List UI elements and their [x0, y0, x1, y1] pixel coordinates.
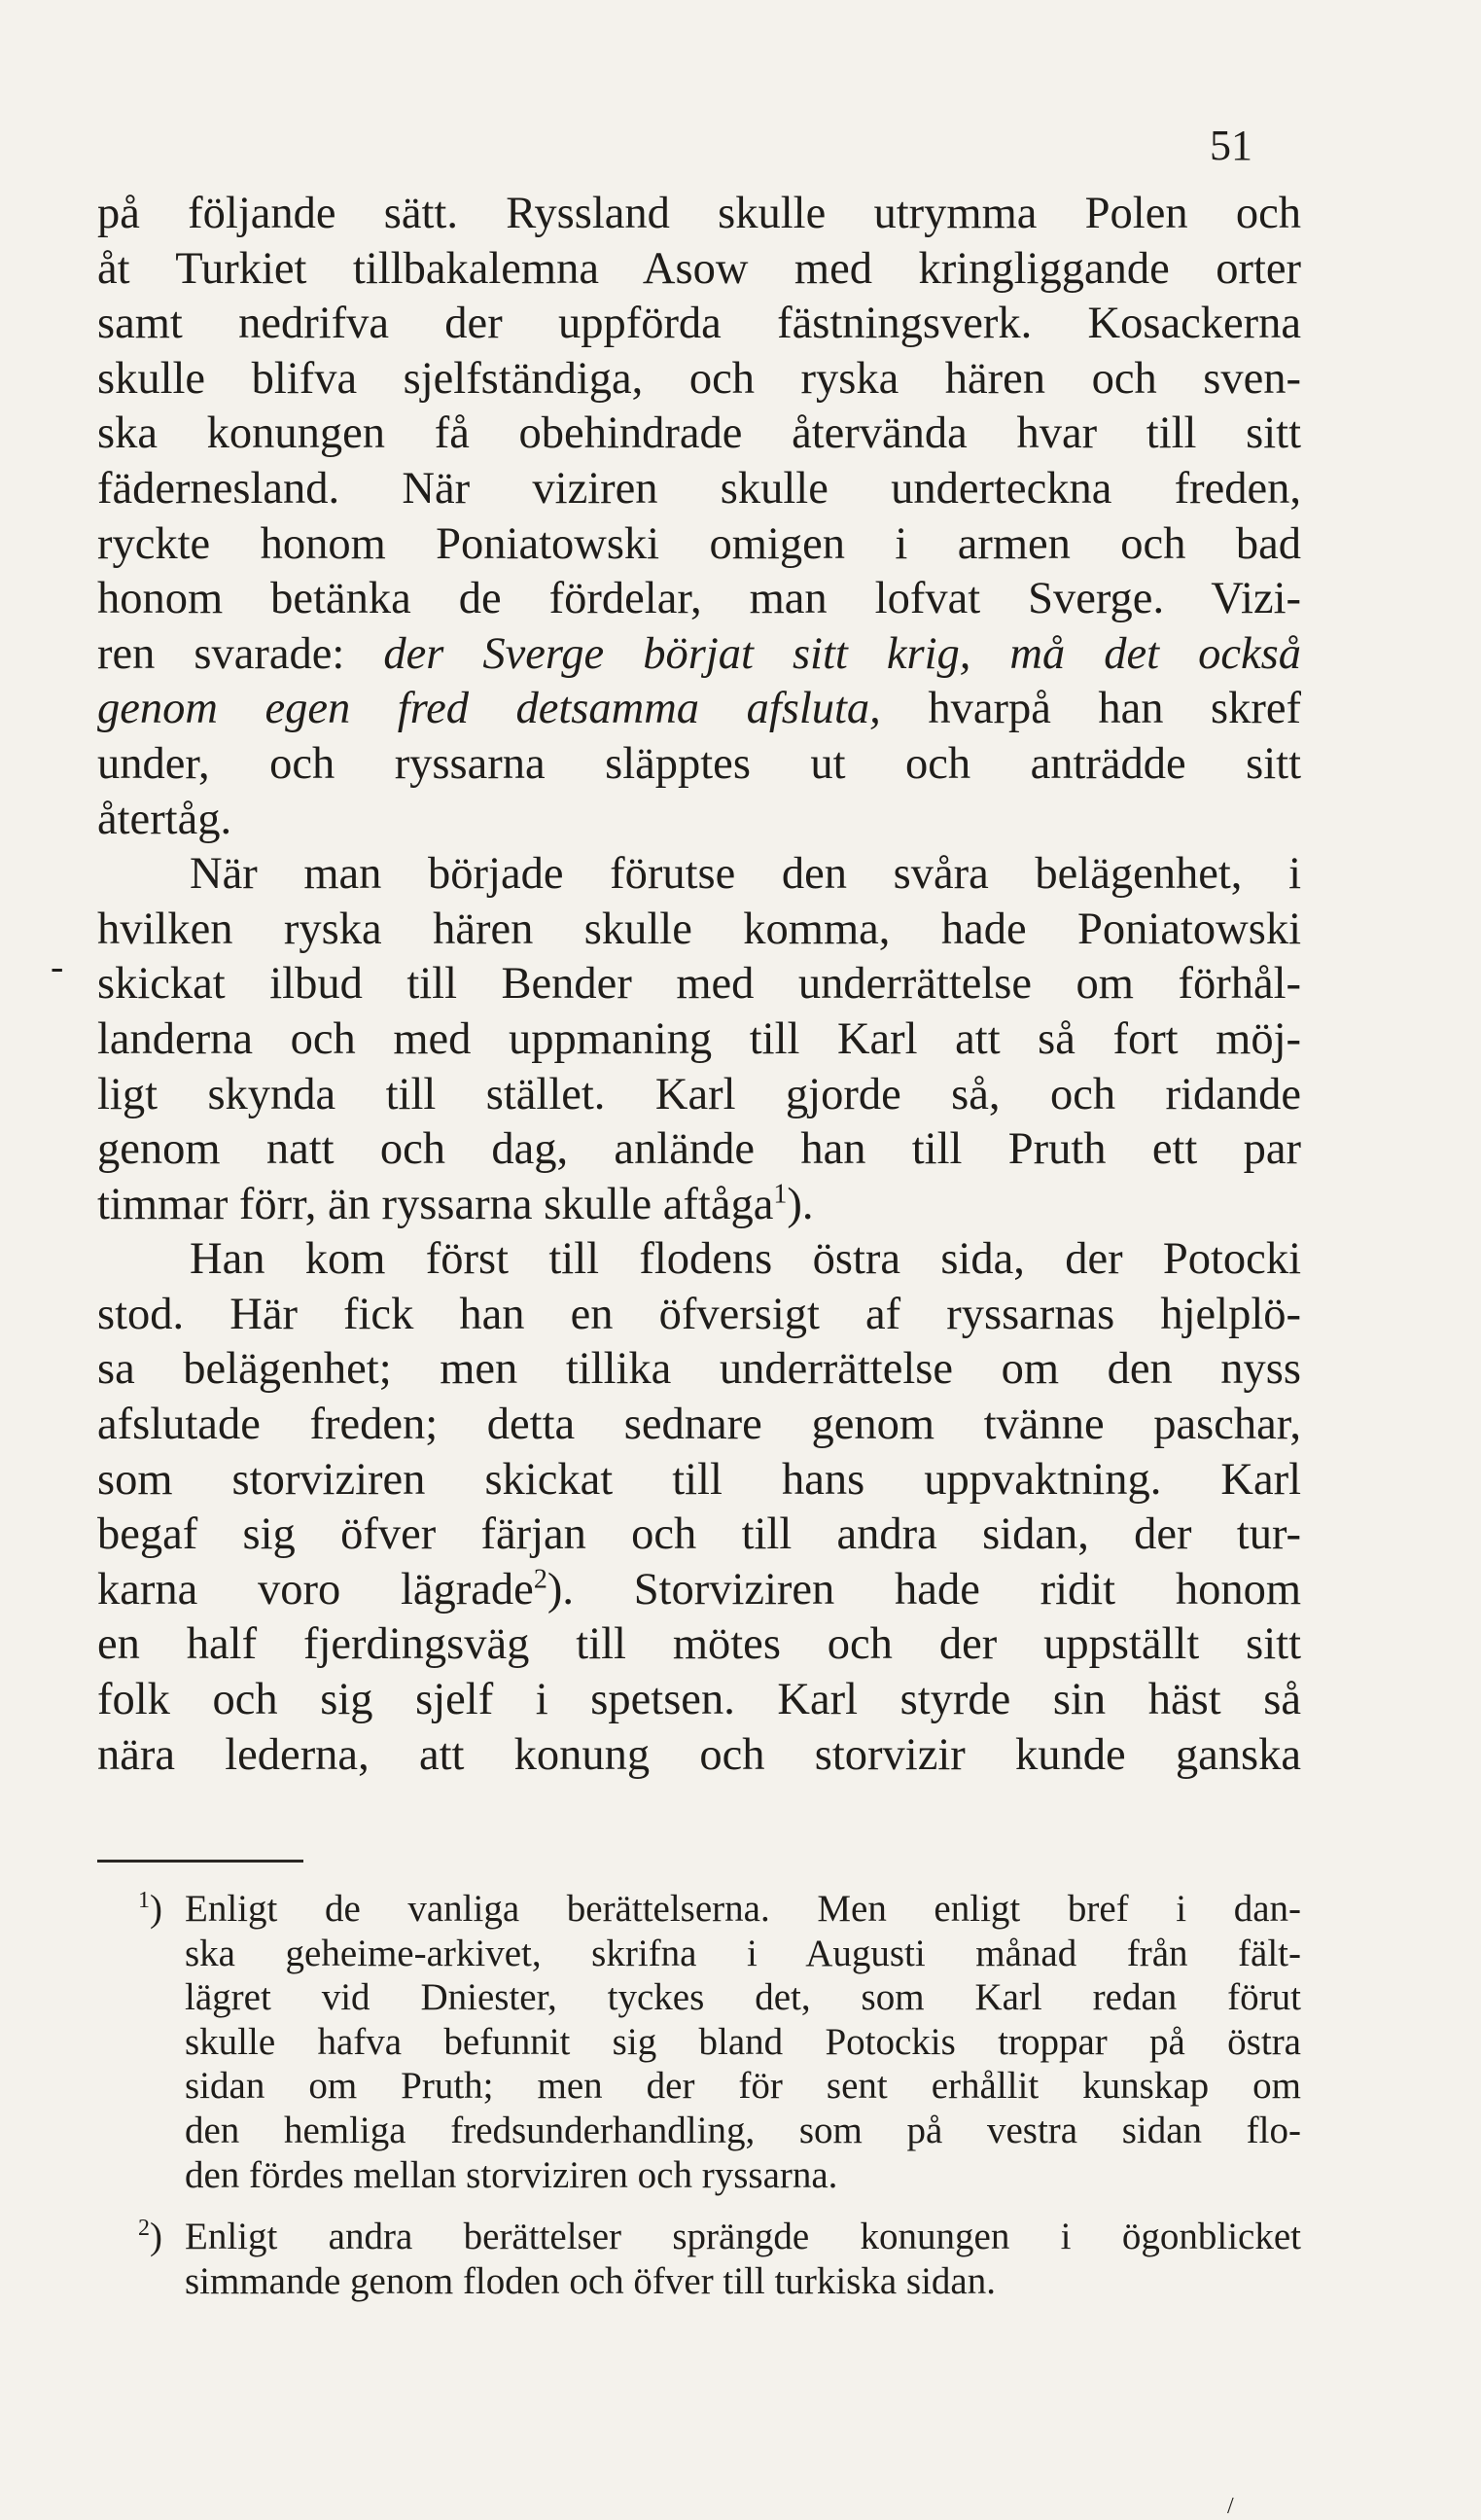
text-segment: afslutade freden; detta sednare genom tvänne paschar, [97, 1400, 1301, 1450]
text-line [97, 1728, 1301, 1784]
text-line [97, 572, 1301, 627]
text-segment: stod. Här fick han en öfversigt af ryssarnas hjelplö- [97, 1289, 1301, 1339]
footnote-line: Enligt andra berättelser sprängde konungen i ögonblicket [185, 2216, 1301, 2258]
body-text [97, 187, 1301, 1783]
footnote-number: 2 [138, 2216, 150, 2242]
margin-mark: - [51, 944, 64, 988]
text-segment: ren svarade: [97, 628, 384, 679]
text-segment: landerna och med uppmaning till Karl att så fort möj- [97, 1013, 1301, 1064]
text-line [97, 1232, 1301, 1288]
text-segment: en half fjerdingsväg till mötes och der uppställt sitt [97, 1619, 1301, 1670]
text-segment: ). [787, 1179, 814, 1229]
text-segment: När man började förutse den svåra belägenhet, i [190, 849, 1301, 900]
text-segment: nära lederna, att konung och storvizir kunde ganska [97, 1729, 1301, 1780]
footnote-divider [97, 1860, 303, 1863]
text-line [97, 682, 1301, 737]
text-line [97, 1673, 1301, 1728]
text-segment: begaf sig öfver färjan och till andra sidan, der tur- [97, 1509, 1301, 1560]
text-segment: samt nedrifva der uppförda fästningsverk. Kosackerna [97, 299, 1301, 349]
text-line [97, 1068, 1301, 1123]
text-line [97, 1508, 1301, 1563]
text-segment: ryckte honom Poniatowski omigen i armen och bad [97, 518, 1301, 569]
footnote-number: 1 [138, 1888, 150, 1913]
text-line [97, 957, 1301, 1012]
footnote-ref[interactable]: 1 [773, 1179, 788, 1210]
text-line [97, 1342, 1301, 1398]
text-line [97, 462, 1301, 517]
text-segment: karna voro lägrade [97, 1564, 534, 1615]
footnotes [138, 1887, 1301, 2303]
text-line [97, 737, 1301, 793]
text-line [97, 1617, 1301, 1673]
italic-quote: der Sverge börjat sitt krig, må det också [383, 628, 1301, 679]
text-segment: skulle blifva sjelfständiga, och ryska hären och sven- [97, 353, 1301, 404]
footnote-line: den fördes mellan storviziren och ryssarna. [185, 2153, 838, 2196]
text-segment: fädernesland. När viziren skulle underteckna freden, [97, 463, 1301, 514]
text-segment: ligt skynda till stället. Karl gjorde så, och ridande [97, 1069, 1301, 1119]
text-segment: Han kom först till flodens östra sida, der Potocki [190, 1234, 1301, 1285]
text-line [97, 1453, 1301, 1508]
text-line [97, 627, 1301, 683]
text-segment: på följande sätt. Ryssland skulle utrymma Polen och [97, 189, 1301, 238]
text-line [97, 1398, 1301, 1453]
text-line [97, 847, 1301, 903]
footnote-line: Enligt de vanliga berättelserna. Men enligt bref i dan- [185, 1888, 1301, 1930]
text-line [97, 793, 1301, 848]
text-line [97, 1288, 1301, 1343]
text-segment: återtåg. [97, 794, 232, 844]
footnote-marker: $^1$) [138, 1888, 162, 1930]
text-segment: ). Storviziren hade ridit honom [547, 1564, 1301, 1615]
text-segment: sa belägenhet; men tillika underrättelse om den nyss [97, 1344, 1301, 1395]
text-line [97, 1122, 1301, 1178]
footnote-marker: $^2$) [138, 2216, 162, 2258]
text-segment: som storviziren skickat till hans uppvaktning. Karl [97, 1454, 1301, 1505]
text-line [97, 187, 1301, 242]
text-line [97, 1563, 1301, 1618]
text-segment: genom natt och dag, anlände han till Pruth ett par [97, 1124, 1301, 1175]
text-line [97, 407, 1301, 462]
text-segment: hvilken ryska hären skulle komma, hade Poniatowski [97, 904, 1301, 954]
paper-speck: / [1227, 2494, 1234, 2519]
text-line [97, 297, 1301, 352]
footnote [138, 2215, 1301, 2303]
footnote-line: simmande genom floden och öfver till turkiska sidan. [185, 2259, 996, 2302]
text-segment: ska konungen få obehindrade återvända hvar till sitt [97, 408, 1301, 459]
footnote [138, 1887, 1301, 2197]
footnote-line: sidan om Pruth; men der för sent erhållit kunskap om [185, 2065, 1301, 2108]
text-line [97, 1178, 1301, 1233]
footnote-line: den hemliga fredsunderhandling, som på vestra sidan flo- [185, 2109, 1301, 2151]
text-segment: honom betänka de fördelar, man lofvat Sverge. Vizi- [97, 574, 1301, 624]
text-segment: skickat ilbud till Bender med underrättelse om förhål- [97, 959, 1301, 1010]
text-segment: åt Turkiet tillbakalemna Asow med kringliggande orter [97, 243, 1301, 294]
text-segment: hvarpå han skref [880, 684, 1301, 734]
footnote-line: lägret vid Dniester, tyckes det, som Karl redan förut [185, 1976, 1301, 2019]
text-segment: under, och ryssarna släpptes ut och anträdde sitt [97, 738, 1301, 789]
page-number: 51 [1210, 122, 1252, 169]
footnote-line: ska geheime-arkivet, skrifna i Augusti månad från fält- [185, 1932, 1301, 1974]
text-line [97, 903, 1301, 958]
text-line [97, 242, 1301, 298]
text-segment: folk och sig sjelf i spetsen. Karl styrde sin häst så [97, 1675, 1301, 1725]
text-line [97, 352, 1301, 408]
text-segment: timmar förr, än ryssarna skulle aftåga [97, 1179, 774, 1229]
text-line [97, 517, 1301, 573]
italic-quote: genom egen fred detsamma afsluta, [97, 684, 881, 734]
footnote-line: skulle hafva befunnit sig bland Potockis troppar på östra [185, 2020, 1301, 2063]
footnote-ref[interactable]: 2 [533, 1564, 547, 1595]
text-line [97, 1012, 1301, 1068]
